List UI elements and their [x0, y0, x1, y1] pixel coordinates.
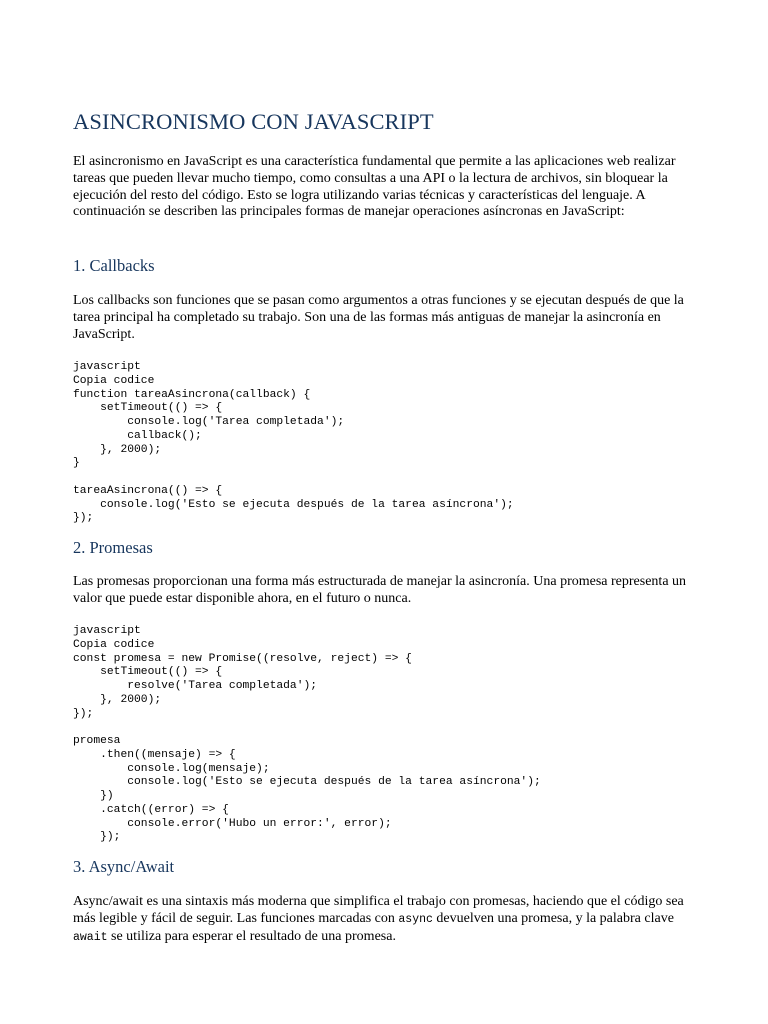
document-title: ASINCRONISMO CON JAVASCRIPT — [73, 109, 434, 134]
section-heading-promesas: 2. Promesas — [73, 538, 153, 557]
section-heading-callbacks: 1. Callbacks — [73, 256, 155, 275]
intro-paragraph: El asincronismo en JavaScript es una característica fundamental que permite a las aplicaciones web realizar tareas que pueden llevar mucho tiempo, como consultas a una API o la lectura de archivos, sin bloquear la ejecución del resto del código. Esto se logra utilizando varias técnicas y características del lenguaje. A continuación se describen las principales formas de manejar operaciones asíncronas en JavaScript: — [73, 154, 676, 220]
async-text-part2: devuelven una promesa, y la palabra clave — [432, 910, 674, 926]
section-text-promesas: Las promesas proporcionan una forma más estructurada de manejar la asincronía. Una promesa representa un valor que puede estar disponible ahora, en el futuro o nunca. — [73, 574, 687, 606]
section-text-async-await — [73, 894, 698, 946]
code-block-promesas: javascript Copia codice const promesa = new Promise((resolve, reject) => { setTimeout(() => { resolve('Tarea completada'); }, 2000); }); promesa .then((mensaje) => { console.log(mensaje); console.log('Esto se ejecuta después de la tarea asíncrona'); }) .catch((error) => { console.error('Hubo un error:', error); }); — [73, 625, 541, 844]
inline-code-await: await — [73, 930, 108, 944]
code-block-callbacks: javascript Copia codice function tareaAsincrona(callback) { setTimeout(() => { console.log('Tarea completada'); callback(); }, 2000); } tareaAsincrona(() => { console.log('Esto se ejecuta después de la tarea asíncrona'); }); — [73, 361, 514, 525]
section-heading-async-await: 3. Async/Await — [73, 857, 175, 876]
inline-code-async: async — [398, 912, 433, 926]
section-text-callbacks: Los callbacks son funciones que se pasan como argumentos a otras funciones y se ejecutan después de que la tarea principal ha completado su trabajo. Son una de las formas más antiguas de manejar la asincronía en JavaScript. — [73, 293, 684, 342]
async-text-part3: se utiliza para esperar el resultado de una promesa. — [107, 928, 396, 944]
async-text-part1: Async/await es una sintaxis más moderna que simplifica el trabajo con promesas, haciendo que el código sea más legible y fácil de seguir. Las funciones marcadas con — [73, 894, 684, 926]
